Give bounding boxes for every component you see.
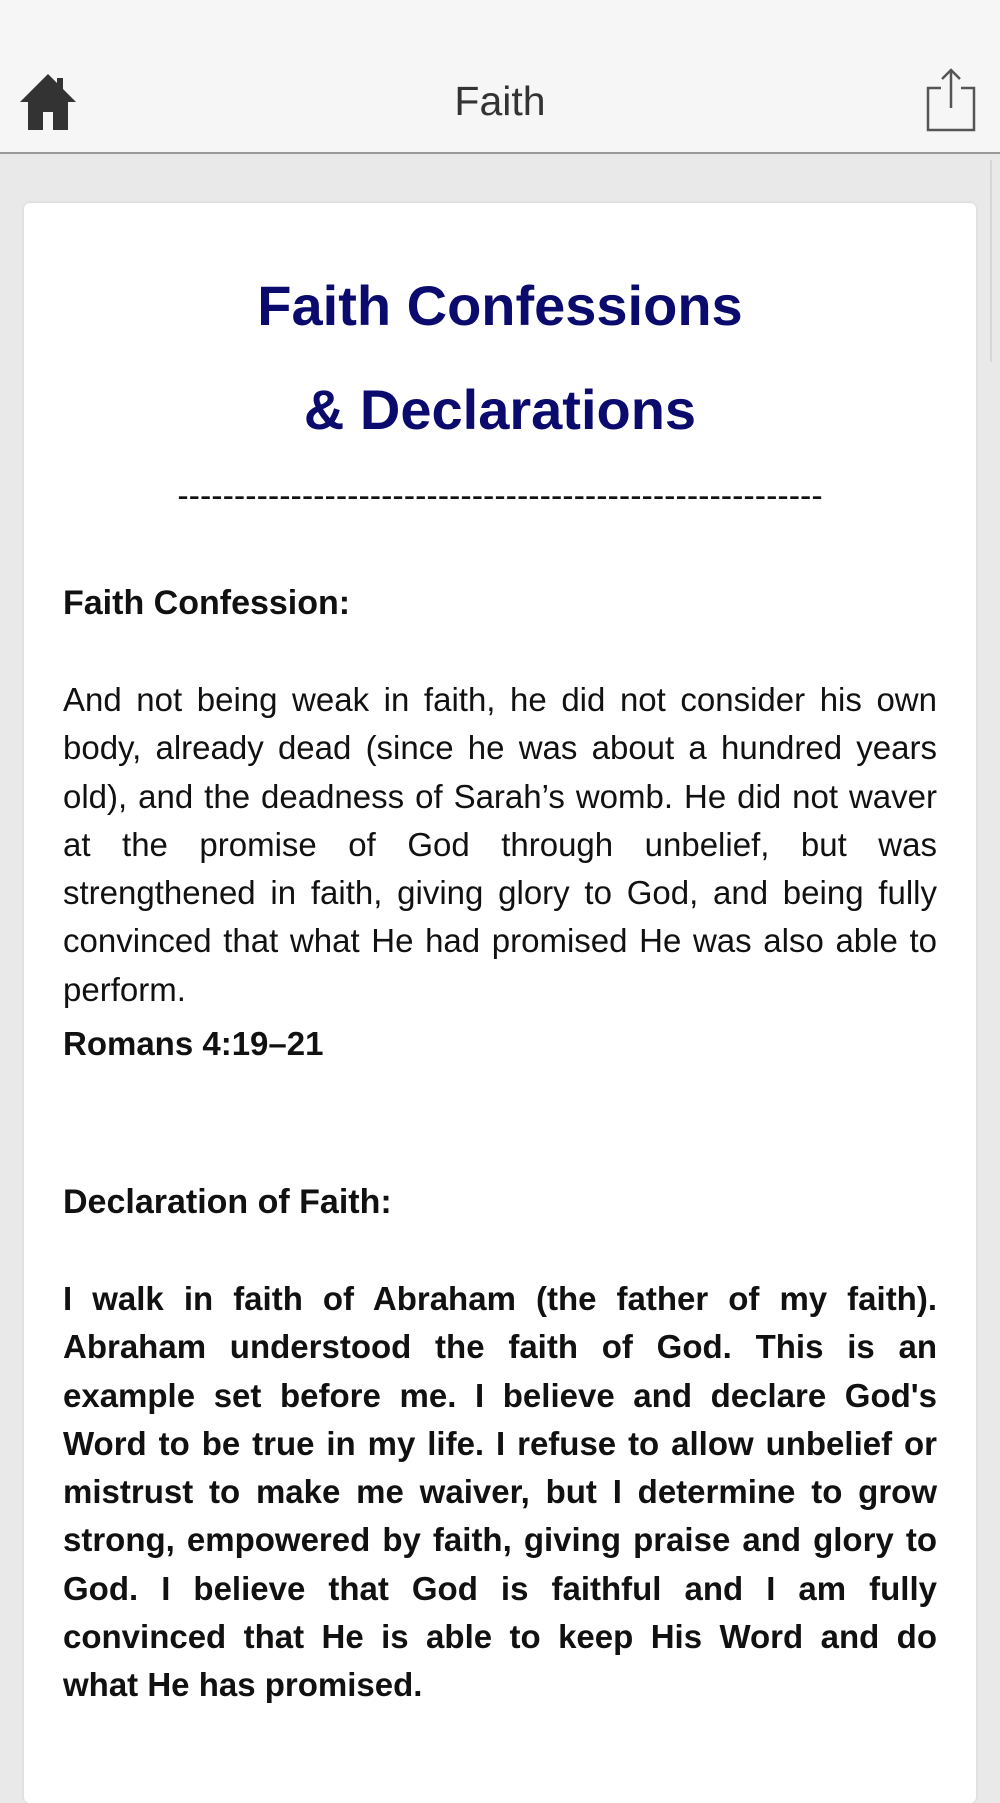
scripture-reference: Romans 4:19–21 <box>63 1025 324 1062</box>
confession-heading: Faith Confession: <box>63 584 351 622</box>
share-icon <box>924 66 978 134</box>
confession-text: And not being weak in faith, he did not consider his own body, already dead (since he was about a hundred years old), and the deadness of Sarah’s womb. He did not waver at the promise of God through unbelief, but was strengthened in faith, giving glory to God, and being fully convinced that what He had promised He was also able to perform. <box>63 681 937 1008</box>
page-title-line2: & Declarations <box>303 378 697 441</box>
page-title-line1: Faith Confessions <box>257 274 743 337</box>
scroll-indicator[interactable] <box>990 160 992 362</box>
declaration-heading: Declaration of Faith: <box>63 1183 392 1221</box>
navigation-bar <box>0 0 1000 154</box>
dashed-divider: --------------------------------------------------------- <box>177 477 823 515</box>
declaration-text: I walk in faith of Abraham (the father of my faith). Abraham understood the faith of God. This is an example set before me. I believe and declare God's Word to be true in my life. I refuse to allow unbelief or mistrust to make me waiver, but I determine to grow strong, empowered by faith, giving praise and glory to God. I believe that God is faithful and I am fully convinced that He is able to keep His Word and do what He has promised. <box>63 1280 937 1704</box>
content-card <box>24 203 976 1803</box>
share-button[interactable] <box>924 66 978 134</box>
nav-title: Faith <box>454 78 546 124</box>
